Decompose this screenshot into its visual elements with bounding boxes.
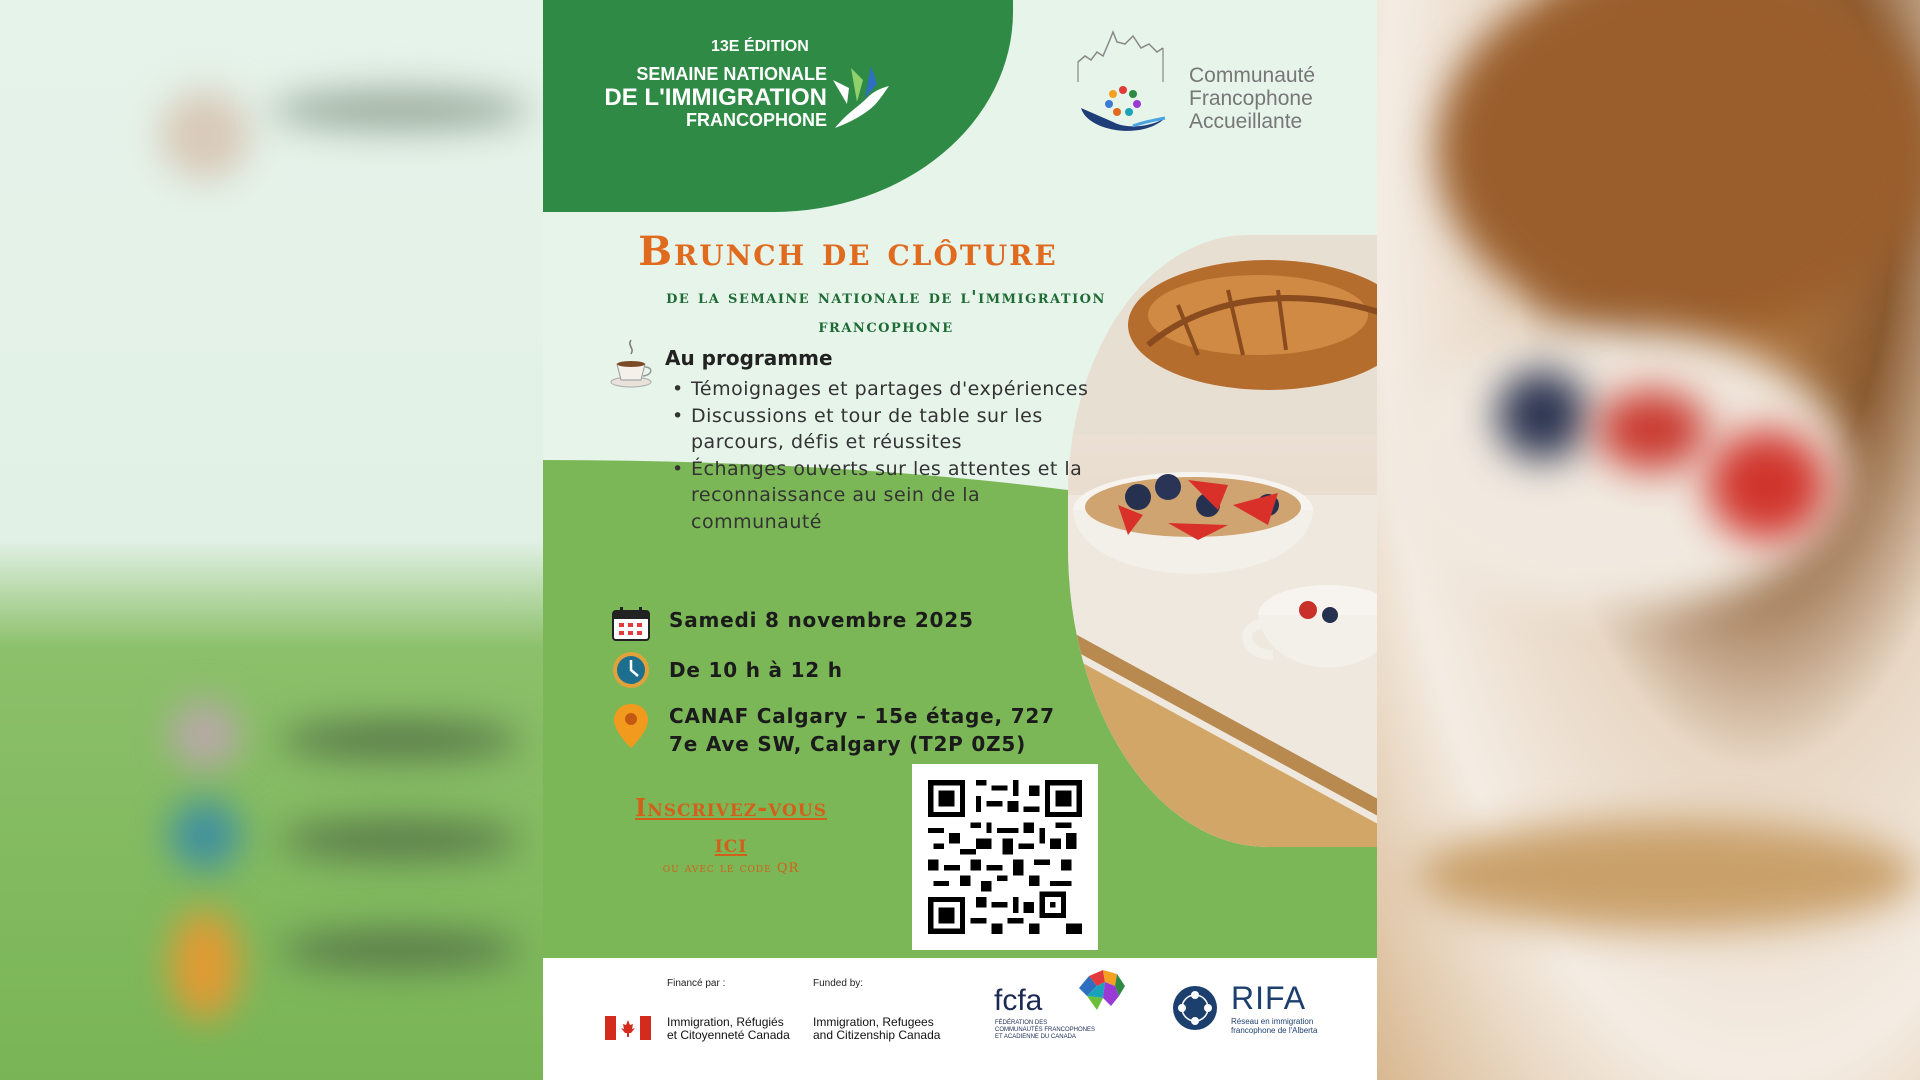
blur-blob	[270, 90, 530, 130]
rifa-network-icon	[1171, 984, 1219, 1032]
program-item: • Échanges ouverts sur les attentes et la reconnaissance au sein de la communauté	[669, 456, 1089, 536]
blur-blob	[1597, 390, 1707, 470]
event-poster	[543, 0, 1377, 1080]
blur-blob	[1707, 430, 1827, 540]
location-line-2: 7e Ave SW, Calgary (T2P 0Z5)	[669, 732, 1027, 756]
qr-code[interactable]	[912, 764, 1098, 950]
blur-blob	[280, 820, 520, 860]
program-list	[669, 376, 1089, 535]
date-row	[611, 606, 974, 642]
register-qr-note: ou avec le code QR	[662, 861, 800, 876]
ircc-fr-line-1: Immigration, Réfugiés	[667, 1015, 784, 1029]
rifa-sub-line-2: francophone de l'Alberta	[1231, 1026, 1318, 1035]
semaine-line-3: FRANCOPHONE	[685, 110, 827, 130]
blur-blob	[170, 800, 240, 870]
blur-blob	[280, 720, 520, 760]
semaine-line-1: SEMAINE NATIONALE	[636, 64, 827, 84]
location-pin-icon	[611, 702, 651, 750]
blur-blob	[170, 910, 240, 1020]
ircc-fr	[667, 1016, 790, 1042]
blur-blob	[170, 700, 240, 770]
program-item: • Témoignages et partages d'expériences	[669, 376, 1089, 403]
register-link[interactable]: Inscrivez-vous ici	[635, 793, 827, 858]
event-time: De 10 h à 12 h	[669, 658, 843, 682]
event-subtitle: de la semaine nationale de l'immigration francophone	[666, 287, 1106, 337]
program-item: • Discussions et tour de table sur les parcours, défis et réussites	[669, 403, 1089, 456]
program-title: Au programme	[665, 346, 833, 370]
blur-blob	[280, 930, 520, 970]
rifa-sub-line-1: Réseau en immigration	[1231, 1017, 1314, 1026]
partner-name	[1189, 64, 1315, 133]
event-title: Brunch de clôture	[638, 228, 1058, 275]
funded-label-fr: Financé par :	[667, 978, 726, 989]
fcfa-logo-text: fcfa	[994, 984, 1043, 1017]
event-date: Samedi 8 novembre 2025	[669, 608, 974, 632]
ircc-en-line-2: and Citizenship Canada	[813, 1028, 941, 1042]
clock-icon	[611, 650, 651, 690]
background-left-blur	[0, 0, 543, 1080]
location-row	[611, 702, 1055, 758]
event-location	[669, 702, 1055, 758]
semaine-line-2: DE L'IMMIGRATION	[604, 84, 827, 111]
ircc-fr-line-2: et Citoyenneté Canada	[667, 1028, 790, 1042]
qr-code-image	[928, 780, 1082, 934]
partner-line-1: Communauté	[1189, 64, 1316, 87]
blur-blob	[1497, 370, 1587, 460]
partner-line-2: Francophone	[1189, 87, 1313, 110]
blur-blob	[1417, 820, 1917, 930]
canada-flag-icon	[605, 1016, 651, 1040]
rifa-subtitle	[1231, 1017, 1317, 1035]
rifa-logo-text: RIFA	[1231, 980, 1307, 1016]
blur-blob	[160, 90, 250, 180]
coffee-cup-icon	[609, 336, 657, 392]
funded-label-en: Funded by:	[813, 978, 864, 989]
blur-blob	[1437, 0, 1920, 340]
ircc-en	[813, 1016, 940, 1042]
fcfa-mosaic-icon	[1075, 968, 1127, 1016]
fcfa-subtitle: FÉDÉRATION DES COMMUNAUTÉS FRANCOPHONES ET ACADIENNE DU CANADA	[995, 1020, 1096, 1040]
partner-line-3: Accueillante	[1189, 110, 1303, 133]
time-row	[611, 650, 843, 690]
calendar-icon	[611, 606, 651, 642]
dove-logo-icon	[827, 58, 897, 138]
edition-label: 13E ÉDITION	[711, 38, 809, 55]
background-right-blur	[1377, 0, 1920, 1080]
communaute-logo-icon	[1073, 22, 1173, 142]
ircc-en-line-1: Immigration, Refugees	[813, 1015, 934, 1029]
location-line-1: CANAF Calgary – 15e étage, 727	[669, 704, 1055, 728]
